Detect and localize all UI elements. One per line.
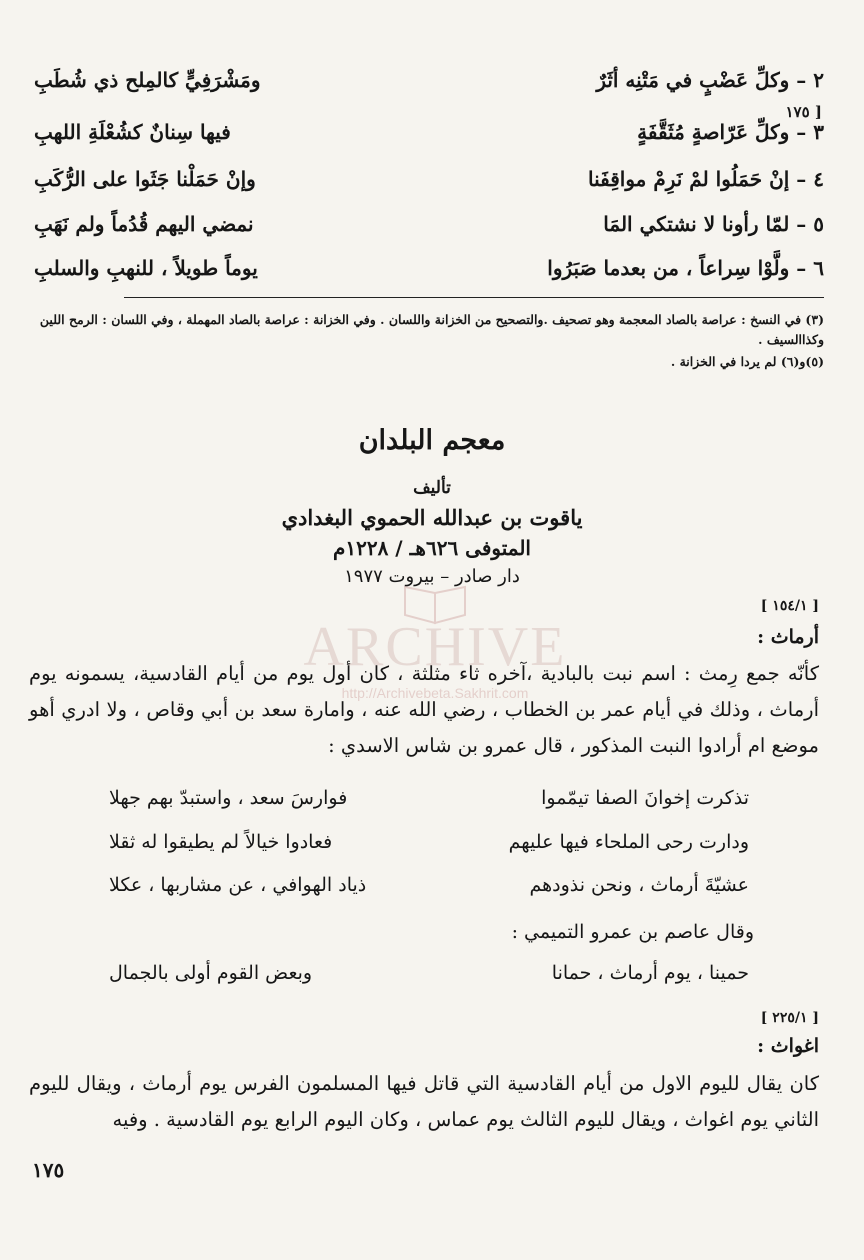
entry-title: اغواث :	[757, 1035, 819, 1057]
verse-first-hemistich: ٤ – إنْ حَمَلُوا لمْ نَرِمْ مواقِفَنا	[587, 167, 824, 191]
watermark-text: ARCHIVE	[303, 616, 567, 678]
verse-line	[34, 167, 824, 207]
verse-second-hemistich: فيها سِنانٌ كشُعْلَةِ اللهبِ	[34, 120, 231, 144]
verse-second-hemistich: نمضي اليهم قُدُماً ولم نَهَبِ	[34, 212, 254, 236]
watermark-url: http://Archivebeta.Sakhrit.com	[341, 685, 529, 701]
footnote-divider	[124, 297, 824, 298]
poem-introduction: وقال عاصم بن عمرو التميمي :	[511, 921, 754, 943]
author-death-date: المتوفى ٦٢٦هـ / ١٢٢٨م	[332, 536, 531, 560]
poem-line	[79, 874, 819, 912]
entry-title: أرماث :	[757, 626, 819, 648]
verse-line	[34, 120, 824, 160]
verse-page-reference: [ ١٧٥	[785, 103, 822, 121]
footnote: (٥)و(٦) لم يردا في الخزانة .	[670, 354, 824, 369]
page-number: ١٧٥	[32, 1158, 65, 1182]
poem-second-hemistich: وبعض القوم أولى بالجمال	[109, 962, 313, 984]
poem-second-hemistich: ذياد الهوافي ، عن مشاربها ، عكلا	[109, 874, 367, 896]
poem-first-hemistich: تذكرت إخوانَ الصفا تيمّموا	[541, 787, 749, 809]
verse-second-hemistich: وإنْ حَمَلْنا جَثَوا على الرُّكَبِ	[34, 167, 256, 191]
entry-body: كان يقال لليوم الاول من أيام القادسية التي قاتل فيها المسلمون الفرس يوم أرماث ، ويقال لليوم الثاني يوم اغواث ، ويقال لليوم الثالث يوم عماس ، وكان اليوم الرابع يوم القادسية . وفيه	[29, 1072, 819, 1131]
verse-second-hemistich: ومَشْرَفِيٍّ كالمِلح ذي شُطَبِ	[34, 68, 261, 92]
verse-line	[34, 256, 824, 296]
poem-first-hemistich: ودارت رحى الملحاء فيها عليهم	[508, 831, 749, 853]
poem-first-hemistich: حمينا ، يوم أرماث ، حمانا	[551, 962, 749, 984]
verse-first-hemistich: ٢ – وكلِّ عَضْبٍ في مَتْنِه أثَرٌ	[596, 68, 824, 92]
verse-first-hemistich: ٦ – ولَّوْا سِراعاً ، من بعدما صَبَرُوا	[547, 256, 824, 280]
authorship-label: تأليف	[413, 478, 451, 498]
poem-line	[79, 831, 819, 869]
poem-line	[79, 787, 819, 825]
verse-first-hemistich: ٥ – لمّا رأونا لا نشتكي المَا	[603, 212, 824, 236]
poem-second-hemistich: فعادوا خيالاً لم يطيقوا له ثقلا	[109, 831, 333, 853]
poem-line	[79, 962, 819, 1000]
footnotes	[34, 310, 824, 374]
entry-body: كأنّه جمع رِمث : اسم نبت بالبادية ،آخره ثاء مثلثة ، كان أول يوم من أيام القادسية، يسمونه يوم أرماث ، وذلك في أيام عمر بن الخطاب ، رضي الله عنه ، وامارة سعد بن أبي وقاص ، ولا ادري أهو موضع ام أرادوا النبت المذكور ، قال عمرو بن شاس الاسدي :	[29, 662, 819, 757]
verse-second-hemistich: يوماً طويلاً ، للنهبِ والسلبِ	[34, 256, 258, 280]
author-name: ياقوت بن عبدالله الحموي البغدادي	[281, 505, 583, 530]
verse-line	[34, 212, 824, 252]
publisher-line: دار صادر – بيروت ١٩٧٧	[344, 566, 520, 587]
entry-reference: [ ٢٢٥/١ ]	[760, 1010, 819, 1026]
verse-first-hemistich: ٣ – وكلِّ عَرّاصةٍ مُثَقَّفَةٍ	[637, 120, 824, 144]
poem-second-hemistich: فوارسَ سعد ، واستبدّ بهم جهلا	[109, 787, 348, 809]
book-icon	[270, 585, 600, 625]
book-title: معجم البلدان	[358, 425, 506, 456]
footnote: (٣) في النسخ : عراصة بالصاد المعجمة وهو تصحيف .والتصحيح من الخزانة واللسان . وفي الخزانة : عراصة بالصاد المهملة ، وفي اللسان : الرمح اللين وكذاالسيف .	[39, 312, 824, 347]
poem-first-hemistich: عشيّةَ أرماث ، ونحن نذودهم	[529, 874, 749, 896]
verse-line	[34, 68, 824, 108]
entry-reference: [ ١٥٤/١ ]	[760, 598, 819, 614]
